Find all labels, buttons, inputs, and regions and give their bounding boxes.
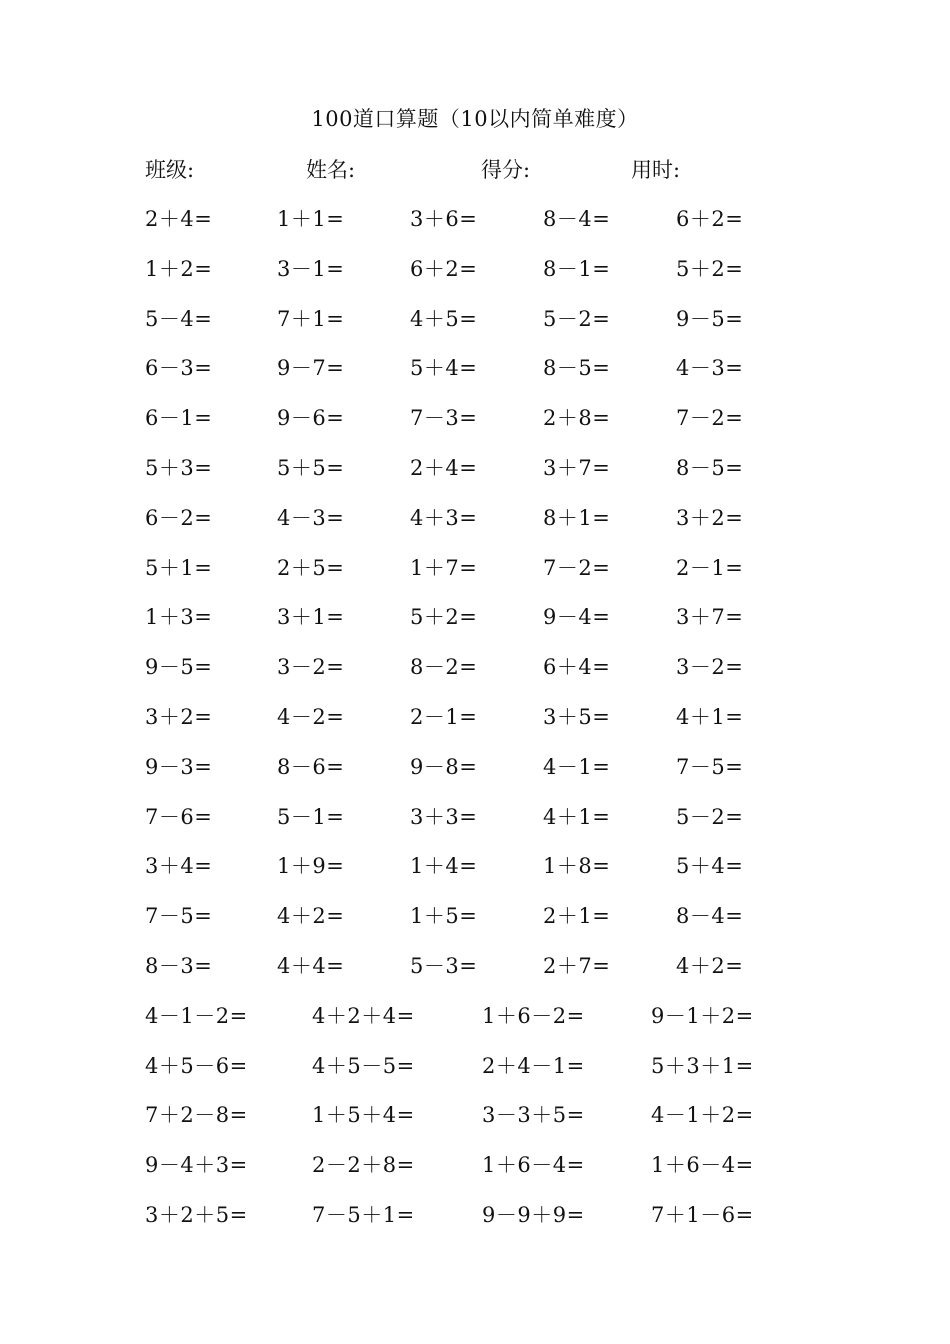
problem-item: 7－5=: [145, 904, 213, 929]
problem-item-triple: 5＋3＋1=: [651, 1053, 754, 1078]
time-used-label: 用时:: [631, 158, 681, 182]
problem-item: 1＋8=: [543, 854, 611, 879]
problem-item: 9－5=: [145, 655, 213, 680]
problem-item: 2＋4=: [145, 207, 213, 231]
problem-item: 5－2=: [543, 306, 611, 331]
problem-item: 6－2=: [145, 505, 213, 530]
problem-item: 6＋2=: [410, 256, 478, 281]
problem-row: [0, 752, 950, 802]
worksheet-title: 100道口算题（10以内简单难度）: [311, 107, 639, 131]
problem-item: 3＋2=: [145, 704, 213, 729]
problem-item: 5＋2=: [676, 256, 744, 281]
problem-item: 3－2=: [676, 655, 744, 680]
problem-item: 8＋1=: [543, 505, 611, 530]
problem-row: [0, 304, 950, 354]
problem-row: [0, 403, 950, 453]
problem-item-triple: 1＋6－4=: [482, 1153, 585, 1178]
problem-grid: [0, 204, 950, 1250]
problem-item-triple: 9－1＋2=: [651, 1003, 754, 1028]
problem-row-triple: [0, 1001, 950, 1051]
problem-item: 1＋2=: [145, 256, 213, 281]
problem-item-triple: 1＋6－4=: [651, 1153, 754, 1178]
problem-item-triple: 4－1－2=: [145, 1003, 248, 1028]
problem-item: 1＋7=: [410, 555, 478, 580]
problem-item: 9－6=: [277, 406, 345, 431]
problem-item-triple: 1＋6－2=: [482, 1003, 585, 1028]
problem-item: 3＋2=: [676, 505, 744, 530]
problem-row: [0, 602, 950, 652]
class-label: 班级:: [145, 158, 195, 182]
problem-row-triple: [0, 1051, 950, 1101]
problem-item: 6－3=: [145, 356, 213, 381]
problem-item: 4－3=: [676, 356, 744, 381]
problem-item: 6＋2=: [676, 207, 744, 231]
problem-item: 3＋7=: [543, 455, 611, 480]
problem-row: [0, 702, 950, 752]
problem-item: 5＋4=: [410, 356, 478, 381]
problem-item: 4＋2=: [676, 953, 744, 978]
problem-item-triple: 4＋5－5=: [312, 1053, 415, 1078]
problem-item: 3＋7=: [676, 605, 744, 630]
problem-item: 1＋4=: [410, 854, 478, 879]
problem-item: 4＋1=: [676, 704, 744, 729]
problem-item: 2－1=: [410, 704, 478, 729]
problem-item: 4＋4=: [277, 953, 345, 978]
problem-item: 1＋1=: [277, 207, 345, 231]
problem-item: 3＋5=: [543, 704, 611, 729]
problem-item: 2＋1=: [543, 904, 611, 929]
problem-item: 2＋4=: [410, 455, 478, 480]
problem-row: [0, 353, 950, 403]
problem-item: 4－1=: [543, 754, 611, 779]
problem-item-triple: 4＋2＋4=: [312, 1003, 415, 1028]
problem-item: 1＋9=: [277, 854, 345, 879]
problem-item: 8－6=: [277, 754, 345, 779]
problem-item-triple: 3－3＋5=: [482, 1103, 585, 1128]
problem-row: [0, 901, 950, 951]
problem-item: 5＋1=: [145, 555, 213, 580]
problem-item: 3＋1=: [277, 605, 345, 630]
problem-row: [0, 802, 950, 852]
problem-item-triple: 2＋4－1=: [482, 1053, 585, 1078]
problem-item: 4－3=: [277, 505, 345, 530]
problem-item: 4＋5=: [410, 306, 478, 331]
problem-item: 5＋2=: [410, 605, 478, 630]
problem-item: 1＋3=: [145, 605, 213, 630]
student-info-row: [0, 155, 950, 185]
problem-item-triple: 9－9＋9=: [482, 1202, 585, 1227]
problem-item: 4－2=: [277, 704, 345, 729]
problem-item: 5＋3=: [145, 455, 213, 480]
problem-item: 7－2=: [543, 555, 611, 580]
problem-item: 7－6=: [145, 804, 213, 829]
problem-row: [0, 951, 950, 1001]
score-label: 得分:: [481, 158, 531, 182]
problem-item: 8－5=: [543, 356, 611, 381]
problem-item: 2－1=: [676, 555, 744, 580]
name-label: 姓名:: [306, 158, 356, 182]
problem-item: 2＋5=: [277, 555, 345, 580]
problem-item: 8－3=: [145, 953, 213, 978]
problem-item-triple: 7＋2－8=: [145, 1103, 248, 1128]
problem-item: 9－3=: [145, 754, 213, 779]
problem-item: 5－1=: [277, 804, 345, 829]
problem-item: 5＋4=: [676, 854, 744, 879]
problem-row: [0, 503, 950, 553]
problem-item-triple: 3＋2＋5=: [145, 1202, 248, 1227]
problem-item: 8－4=: [543, 207, 611, 231]
problem-item-triple: 7＋1－6=: [651, 1202, 754, 1227]
problem-item: 4＋2=: [277, 904, 345, 929]
problem-item: 6＋4=: [543, 655, 611, 680]
problem-row: [0, 204, 950, 254]
problem-row: [0, 453, 950, 503]
problem-row: [0, 851, 950, 901]
problem-item: 4＋1=: [543, 804, 611, 829]
problem-item: 3＋6=: [410, 207, 478, 231]
problem-row: [0, 553, 950, 603]
problem-item: 8－1=: [543, 256, 611, 281]
problem-item-triple: 9－4＋3=: [145, 1153, 248, 1178]
problem-item: 2＋8=: [543, 406, 611, 431]
problem-row-triple: [0, 1200, 950, 1250]
problem-item: 6－1=: [145, 406, 213, 431]
problem-row: [0, 652, 950, 702]
problem-row: [0, 254, 950, 304]
problem-item: 1＋5=: [410, 904, 478, 929]
problem-item: 7－5=: [676, 754, 744, 779]
problem-item: 5－3=: [410, 953, 478, 978]
problem-item-triple: 4＋5－6=: [145, 1053, 248, 1078]
problem-item: 5＋5=: [277, 455, 345, 480]
problem-item: 2＋7=: [543, 953, 611, 978]
problem-item: 5－2=: [676, 804, 744, 829]
problem-item: 9－7=: [277, 356, 345, 381]
problem-row-triple: [0, 1150, 950, 1200]
problem-item-triple: 4－1＋2=: [651, 1103, 754, 1128]
problem-item: 9－5=: [676, 306, 744, 331]
problem-item: 3＋4=: [145, 854, 213, 879]
problem-item: 9－8=: [410, 754, 478, 779]
problem-item: 7－3=: [410, 406, 478, 431]
problem-item: 7－2=: [676, 406, 744, 431]
problem-item-triple: 7－5＋1=: [312, 1202, 415, 1227]
problem-item: 8－4=: [676, 904, 744, 929]
problem-item: 3－2=: [277, 655, 345, 680]
problem-item: 8－2=: [410, 655, 478, 680]
problem-item-triple: 1＋5＋4=: [312, 1103, 415, 1128]
problem-item: 5－4=: [145, 306, 213, 331]
problem-item-triple: 2－2＋8=: [312, 1153, 415, 1178]
problem-item: 9－4=: [543, 605, 611, 630]
problem-row-triple: [0, 1100, 950, 1150]
problem-item: 8－5=: [676, 455, 744, 480]
problem-item: 4＋3=: [410, 505, 478, 530]
problem-item: 7＋1=: [277, 306, 345, 331]
problem-item: 3＋3=: [410, 804, 478, 829]
problem-item: 3－1=: [277, 256, 345, 281]
